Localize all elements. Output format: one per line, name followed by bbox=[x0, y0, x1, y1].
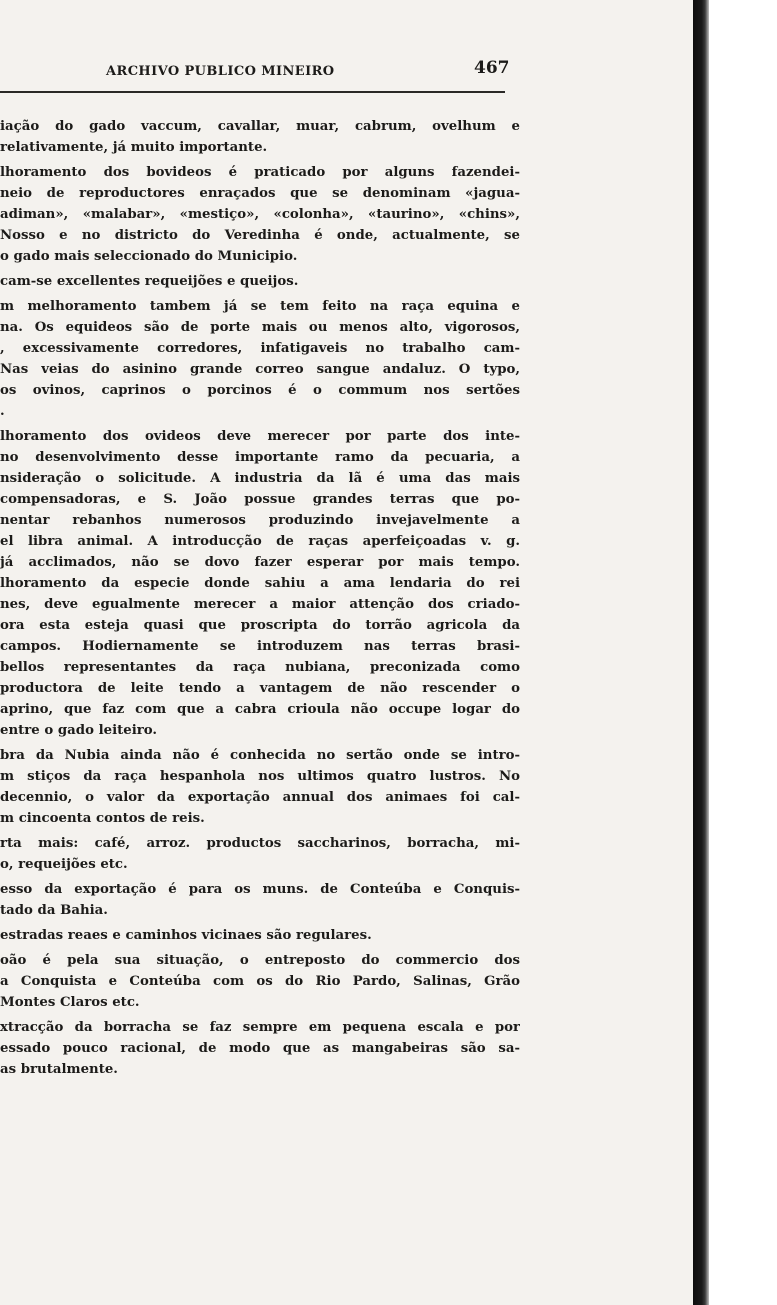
text-line: compensadoras, e S. João possue grandes terras que po- bbox=[0, 492, 520, 507]
text-line: lhoramento da especie donde sahiu a ama lendaria do rei bbox=[0, 576, 520, 591]
text-line: entre o gado leiteiro. bbox=[0, 723, 158, 738]
text-line: bra da Nubia ainda não é conhecida no sertão onde se intro- bbox=[0, 748, 520, 763]
text-line: adiman», «malabar», «mestiço», «colonha», «taurino», «chins», bbox=[0, 207, 520, 222]
text-line: campos. Hodiernamente se introduzem nas terras brasi- bbox=[0, 639, 520, 654]
page-header bbox=[0, 58, 690, 88]
text-line: a Conquista e Conteúba com os do Rio Pardo, Salinas, Grão bbox=[0, 974, 520, 989]
text-line: lhoramento dos bovideos é praticado por alguns fazendei- bbox=[0, 165, 520, 180]
text-line: nentar rebanhos numerosos produzindo invejavelmente a bbox=[0, 513, 520, 528]
text-line: decennio, o valor da exportação annual dos animaes foi cal- bbox=[0, 790, 520, 805]
text-line: neio de reproductores enraçados que se denominam «jagua- bbox=[0, 186, 520, 201]
text-line: nes, deve egualmente merecer a maior attenção dos criado- bbox=[0, 597, 520, 612]
text-line: no desenvolvimento desse importante ramo da pecuaria, a bbox=[0, 450, 520, 465]
text-line: estradas reaes e caminhos vicinaes são regulares. bbox=[0, 928, 372, 943]
running-title: ARCHIVO PUBLICO MINEIRO bbox=[106, 64, 335, 79]
text-line: oão é pela sua situação, o entreposto do commercio dos bbox=[0, 953, 520, 968]
text-line: o gado mais seleccionado do Municipio. bbox=[0, 249, 298, 264]
text-line: tado da Bahia. bbox=[0, 903, 108, 918]
text-line: m melhoramento tambem já se tem feito na raça equina e bbox=[0, 299, 520, 314]
text-line: m stiços da raça hespanhola nos ultimos quatro lustros. No bbox=[0, 769, 520, 784]
text-line: productora de leite tendo a vantagem de não rescender o bbox=[0, 681, 520, 696]
text-line: lhoramento dos ovideos deve merecer por parte dos inte- bbox=[0, 429, 520, 444]
text-line: Nas veias do asinino grande correo sangue andaluz. O typo, bbox=[0, 362, 520, 377]
text-line: . bbox=[0, 404, 5, 419]
text-line: bellos representantes da raça nubiana, preconizada como bbox=[0, 660, 520, 675]
header-rule bbox=[0, 91, 505, 93]
text-line: Nosso e no districto do Veredinha é onde, actualmente, se bbox=[0, 228, 520, 243]
page-edge-shadow bbox=[693, 0, 709, 1305]
body-text bbox=[0, 116, 520, 1080]
text-line: Montes Claros etc. bbox=[0, 995, 140, 1010]
text-line: as brutalmente. bbox=[0, 1062, 118, 1077]
text-line: já acclimados, não se dovo fazer esperar por mais tempo. bbox=[0, 555, 520, 570]
book-binding-margin bbox=[693, 0, 777, 1305]
page-number: 467 bbox=[474, 58, 510, 78]
text-line: essado pouco racional, de modo que as mangabeiras são sa- bbox=[0, 1041, 520, 1056]
text-line: xtracção da borracha se faz sempre em pequena escala e por bbox=[0, 1020, 520, 1035]
text-line: el libra animal. A introducção de raças aperfeiçoadas v. g. bbox=[0, 534, 520, 549]
text-line: ora esta esteja quasi que proscripta do torrão agricola da bbox=[0, 618, 520, 633]
text-line: iação do gado vaccum, cavallar, muar, cabrum, ovelhum e bbox=[0, 119, 520, 134]
text-line: , excessivamente corredores, infatigaveis no trabalho cam- bbox=[0, 341, 520, 356]
text-line: relativamente, já muito importante. bbox=[0, 140, 268, 155]
text-line: esso da exportação é para os muns. de Conteúba e Conquis- bbox=[0, 882, 520, 897]
text-line: cam-se excellentes requeijões e queijos. bbox=[0, 274, 299, 289]
text-line: os ovinos, caprinos o porcinos é o commum nos sertões bbox=[0, 383, 520, 398]
text-line: na. Os equideos são de porte mais ou menos alto, vigorosos, bbox=[0, 320, 520, 335]
text-line: m cincoenta contos de reis. bbox=[0, 811, 205, 826]
text-line: aprino, que faz com que a cabra crioula não occupe logar do bbox=[0, 702, 520, 717]
text-line: nsideração o solicitude. A industria da lã é uma das mais bbox=[0, 471, 520, 486]
text-line: rta mais: café, arroz. productos saccharinos, borracha, mi- bbox=[0, 836, 520, 851]
text-line: o, requeijões etc. bbox=[0, 857, 128, 872]
